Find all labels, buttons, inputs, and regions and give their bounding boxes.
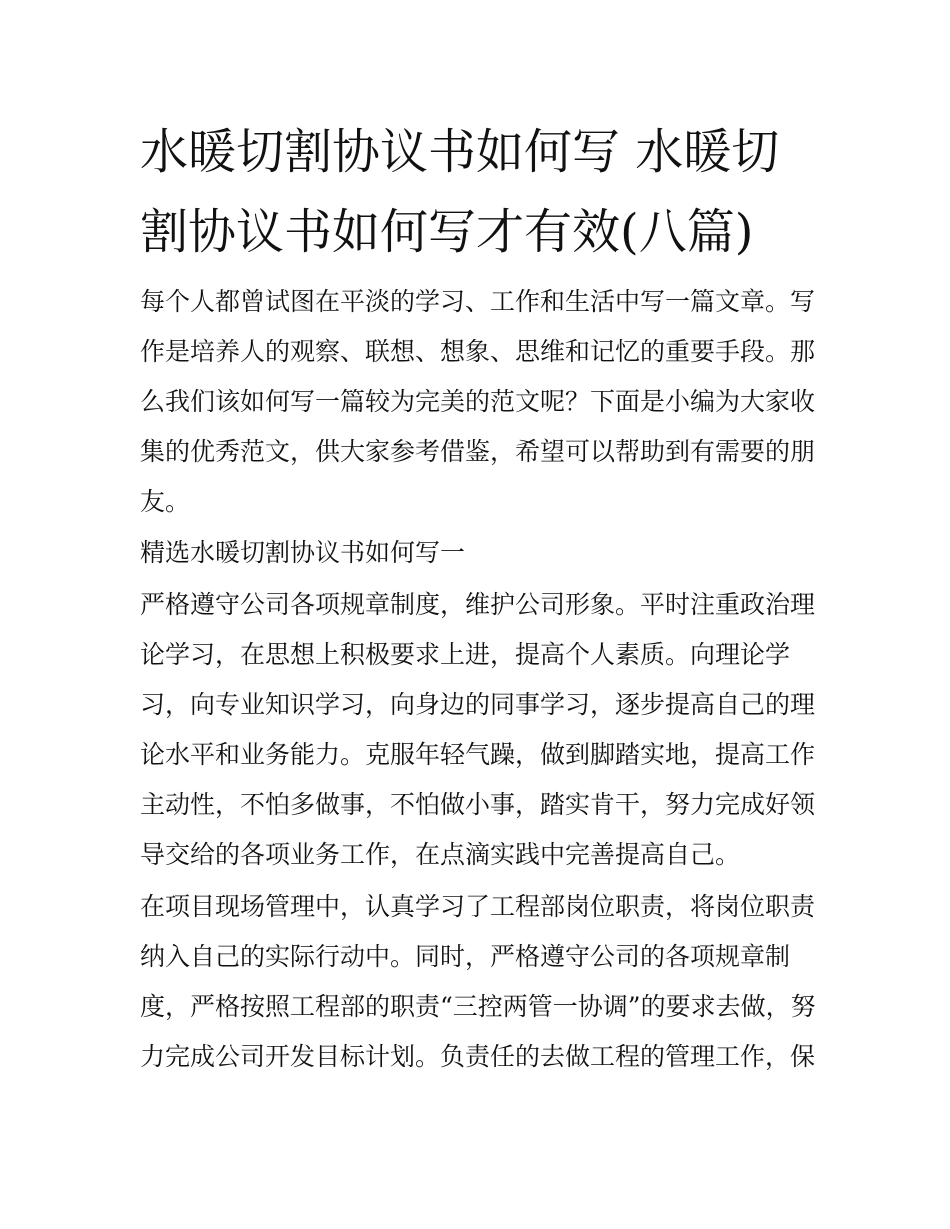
intro-line-2: 作是培养人的观察、联想、想象、思维和记忆的重要手段。那 bbox=[140, 337, 816, 366]
paragraph1-line-1: 严格遵守公司各项规章制度，维护公司形象。平时注重政治理 bbox=[140, 590, 816, 619]
paragraph1-line-5: 主动性，不怕多做事，不怕做小事，踏实肯干，努力完成好领 bbox=[140, 790, 816, 819]
paragraph2-line-3: 度，严格按照工程部的职责“三控两管一协调”的要求去做，努 bbox=[140, 992, 816, 1021]
intro-line-3: 么我们该如何写一篇较为完美的范文呢？下面是小编为大家收 bbox=[140, 387, 816, 416]
document-title bbox=[140, 112, 810, 272]
paragraph1-line-6: 导交给的各项业务工作，在点滴实践中完善提高自己。 bbox=[140, 840, 741, 869]
intro-line-4: 集的优秀范文，供大家参考借鉴，希望可以帮助到有需要的朋 bbox=[140, 437, 816, 466]
paragraph2-line-1: 在项目现场管理中，认真学习了工程部岗位职责，将岗位职责 bbox=[140, 892, 816, 921]
paragraph2-line-2: 纳入自己的实际行动中。同时，严格遵守公司的各项规章制 bbox=[140, 942, 791, 971]
paragraph1-line-3: 习，向专业知识学习，向身边的同事学习，逐步提高自己的理 bbox=[140, 690, 816, 719]
paragraph2-line-4: 力完成公司开发目标计划。负责任的去做工程的管理工作，保 bbox=[140, 1042, 816, 1071]
intro-line-1: 每个人都曾试图在平淡的学习、工作和生活中写一篇文章。写 bbox=[140, 287, 816, 316]
title-line-1: 水暖切割协议书如何写 水暖切 bbox=[140, 124, 780, 180]
section-heading: 精选水暖切割协议书如何写一 bbox=[140, 538, 466, 567]
paragraph1-line-2: 论学习，在思想上积极要求上进，提高个人素质。向理论学 bbox=[140, 640, 791, 669]
title-line-2: 割协议书如何写才有效(八篇) bbox=[140, 204, 754, 260]
intro-line-5: 友。 bbox=[140, 487, 191, 516]
paragraph1-line-4: 论水平和业务能力。克服年轻气躁，做到脚踏实地，提高工作 bbox=[140, 740, 816, 769]
